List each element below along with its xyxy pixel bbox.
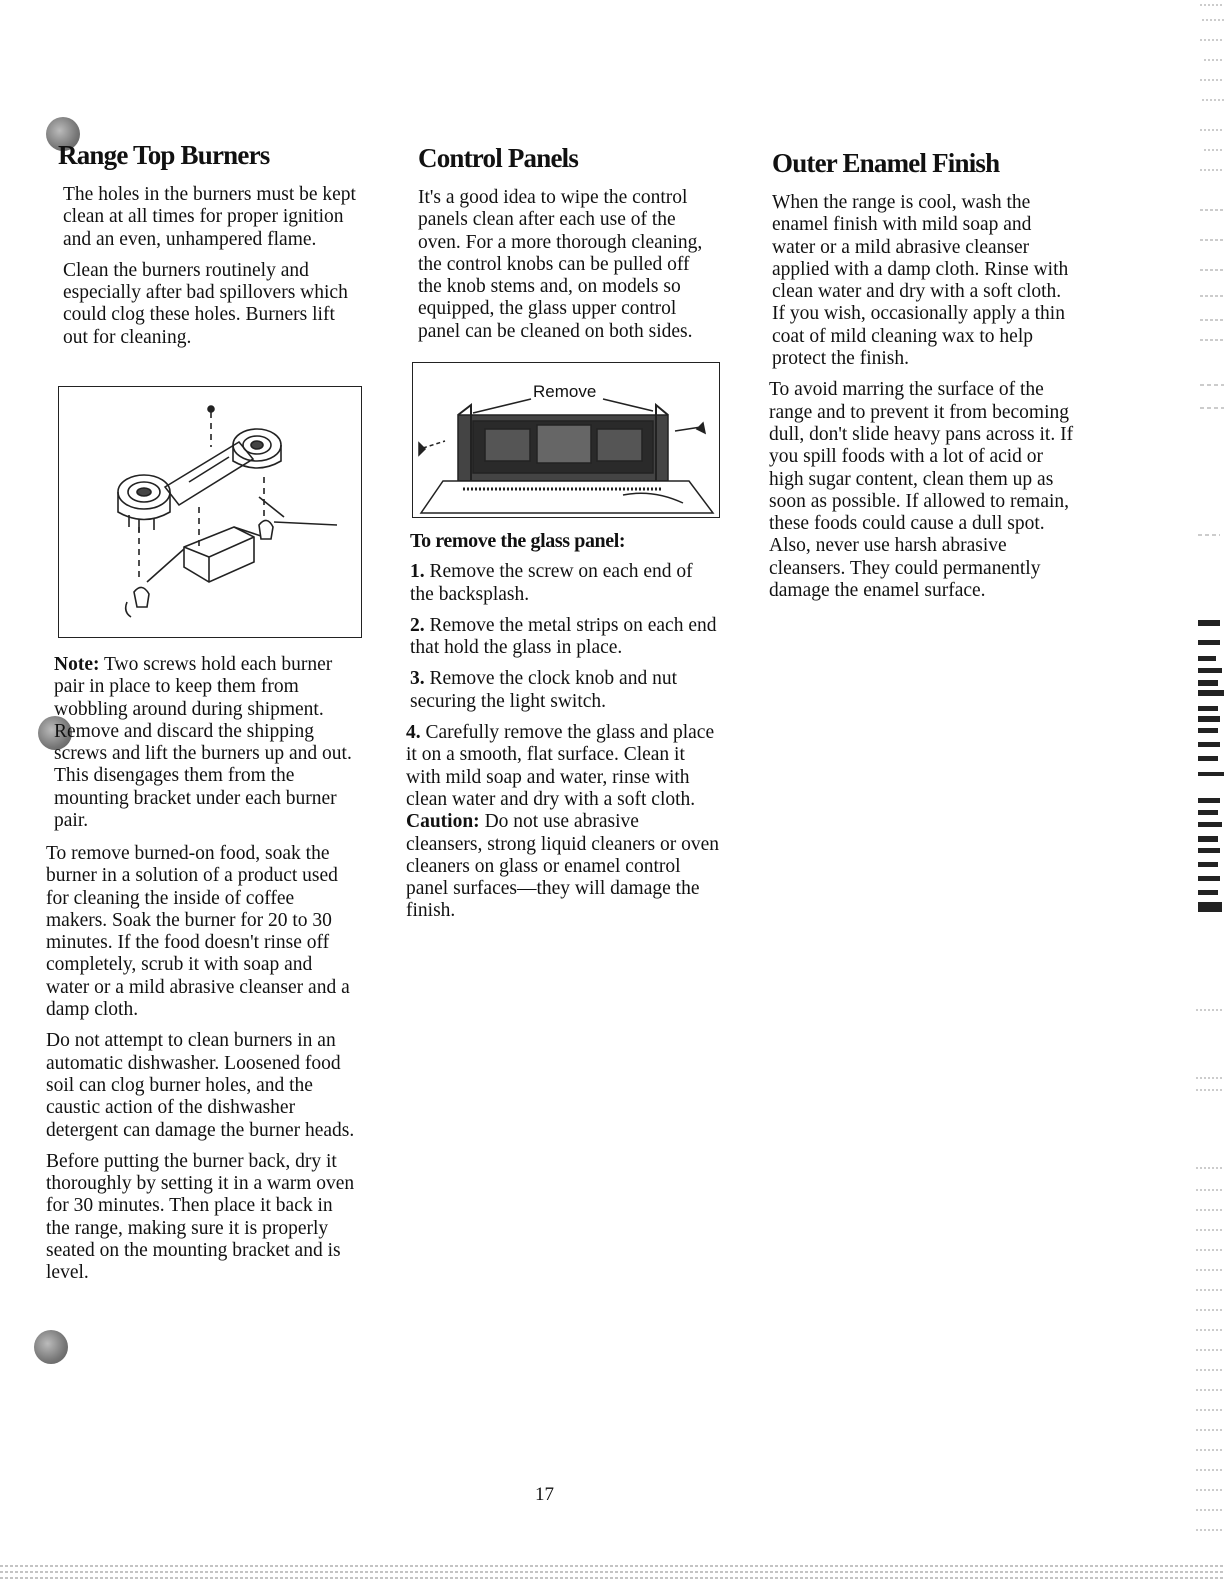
outer-enamel-section: [769, 148, 1074, 611]
enamel-paragraph-2: To avoid marring the surface of the range and to prevent it from becoming dull, don't slide heavy pans across it. If you spill foods with a lot of acid or high sugar content, clean them up as soon as possible. If allowed to remain, these foods could cause a dull spot. Also, never use harsh abrasive cleansers. They could permanently damage the enamel surface.: [769, 379, 1074, 602]
caution-label: Caution:: [406, 811, 480, 833]
control-panels-paragraph: It's a good idea to wipe the control panels clean after each use of the oven. For a more thorough cleaning, the control knobs can be pulled off the knob stems and, on models so equipped, the glass upper control panel can be cleaned on both sides.: [418, 187, 703, 342]
note-text: Two screws hold each burner pair in place to keep them from wobbling around during shipment. Remove and discard the shipping screws and lift the burners up and out. This disengages them from the mounting bracket under each burner pair.: [54, 654, 352, 832]
control-panels-title: Control Panels: [418, 143, 579, 173]
burners-note: [54, 654, 359, 832]
burners-paragraph-2: Clean the burners routinely and especially after bad spillovers which could clog these holes. Burners lift out for cleaning.: [63, 259, 348, 348]
glass-panel-subheading: To remove the glass panel:: [410, 530, 626, 552]
burners-paragraph-4: To remove burned-on food, soak the burner in a solution of a product used for cleaning the inside of coffee makers. Soak the burner for 20 to 30 minutes. If the food doesn't rinse off completely, scrub it with soap and water or a mild abrasive cleanser and a damp cloth.: [46, 843, 350, 1021]
range-top-burners-section: [58, 140, 358, 358]
scan-artifact-bottom-edge: [0, 1544, 1224, 1584]
enamel-paragraph-1: When the range is cool, wash the enamel finish with mild soap and water or a mild abrasive cleanser applied with a damp cloth. Rinse with clean water and dry with a soft cloth. If you wish, occasionally apply a thin coat of mild cleaning wax to help protect the finish.: [772, 192, 1069, 370]
burners-notes-section: [54, 654, 359, 841]
step-2: 2. Remove the metal strips on each end that hold the glass in place.: [410, 614, 717, 659]
remove-label: Remove: [533, 382, 597, 401]
burner-illustration: [59, 387, 361, 637]
glass-panel-steps-section: [406, 530, 720, 932]
control-panels-section: [418, 143, 718, 352]
step-3: 3. Remove the clock knob and nut securing the light switch.: [410, 668, 677, 712]
caution-text: Do not use abrasive cleansers, strong liquid cleaners or oven cleaners on glass or enamel control panel surfaces—they will damage the finish.: [406, 811, 719, 922]
control-panel-illustration: [413, 363, 719, 517]
burners-paragraph-1: The holes in the burners must be kept clean at all times for proper ignition and an even, unhampered flame.: [63, 184, 356, 250]
burner-diagram: [58, 386, 362, 638]
step-4: 4. Carefully remove the glass and place it on a smooth, flat surface. Clean it with mild soap and water, rinse with clean water and dry with a soft cloth. Caution: Do not use abrasive cleansers, strong liquid cleaners or oven cleaners on glass or enamel control panel surfaces—they will damage the finish.: [406, 722, 719, 922]
burners-cleaning-section: [46, 843, 358, 1294]
burners-paragraph-5: Do not attempt to clean burners in an automatic dishwasher. Loosened food soil can clog burner holes, and the caustic action of the dishwasher detergent can damage the burner heads.: [46, 1030, 355, 1141]
outer-enamel-title: Outer Enamel Finish: [772, 148, 1000, 178]
page-number: 17: [535, 1484, 554, 1505]
punch-hole-bottom: [34, 1330, 68, 1364]
burners-paragraph-6: Before putting the burner back, dry it thoroughly by setting it in a warm oven for 30 minutes. Then place it back in the range, making sure it is properly seated on the mounting bracket and is level.: [46, 1150, 355, 1284]
control-panel-diagram: [412, 362, 720, 518]
step-1: 1. Remove the screw on each end of the backsplash.: [410, 561, 693, 605]
note-label: Note:: [54, 654, 100, 675]
scan-artifact-right-edge: [1100, 0, 1224, 1584]
range-top-burners-title: Range Top Burners: [58, 140, 270, 170]
